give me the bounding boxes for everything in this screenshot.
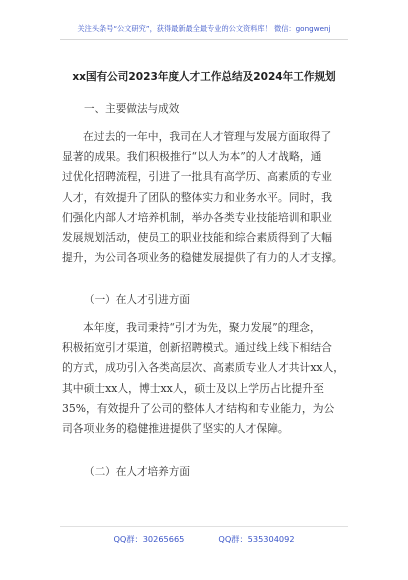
- paragraph-line: 在过去的一年中，我司在人才管理与发展方面取得了: [83, 130, 332, 143]
- paragraph-line: 人才，有效提升了团队的整体实力和业务水平。同时，我: [62, 190, 332, 204]
- paragraph-line: 的方式，成功引入各类高层次、高素质专业人才共计xx人，: [62, 361, 345, 375]
- footer-contacts: [0, 534, 408, 545]
- header-notice: 关注头条号“公文研究”，获得最新最全最专业的公文资料库！ 微信：gongwenj: [77, 24, 331, 33]
- paragraph-2: [62, 318, 350, 439]
- subsection-heading: （二）在人才培养方面: [84, 466, 190, 478]
- paragraph-line: 本年度，我司秉持“引才为先，聚力发展”的理念，: [83, 321, 321, 334]
- section-heading: 一、主要做法与成效: [84, 103, 180, 115]
- footer-qq-group-1: QQ群：30265665: [113, 534, 185, 544]
- paragraph-line: 显著的成果。我们积极推行“以人为本”的人才战略，通: [62, 150, 322, 164]
- paragraph-line: 发展规划活动，使员工的职业技能和综合素质得到了大幅: [62, 231, 332, 245]
- paragraph-line: 35%，有效提升了公司的整体人才结构和专业能力，为公: [62, 401, 335, 415]
- footer-qq-group-2: QQ群：535304092: [218, 534, 295, 544]
- paragraph-line: 提升，为公司各项业务的稳健发展提供了有力的人才支撑。: [62, 251, 343, 265]
- paragraph-1: [62, 127, 350, 268]
- paragraph-line: 积极拓宽引才渠道，创新招聘模式。通过线上线下相结合: [62, 341, 332, 355]
- subsection-heading: （一）在人才引进方面: [84, 294, 190, 306]
- document-title: xx国有公司2023年度人才工作总结及2024年工作规划: [72, 71, 336, 83]
- header-bar: [0, 0, 408, 62]
- paragraph-line: 过优化招聘流程，引进了一批具有高学历、高素质的专业: [62, 170, 332, 184]
- header-divider: [60, 39, 348, 40]
- paragraph-line: 司各项业务的稳健推进提供了坚实的人才保障。: [62, 422, 289, 436]
- paragraph-line: 们强化内部人才培养机制，举办各类专业技能培训和职业: [62, 210, 332, 224]
- footer-divider: [60, 526, 348, 527]
- paragraph-line: 其中硕士xx人，博士xx人，硕士及以上学历占比提升至: [62, 381, 324, 395]
